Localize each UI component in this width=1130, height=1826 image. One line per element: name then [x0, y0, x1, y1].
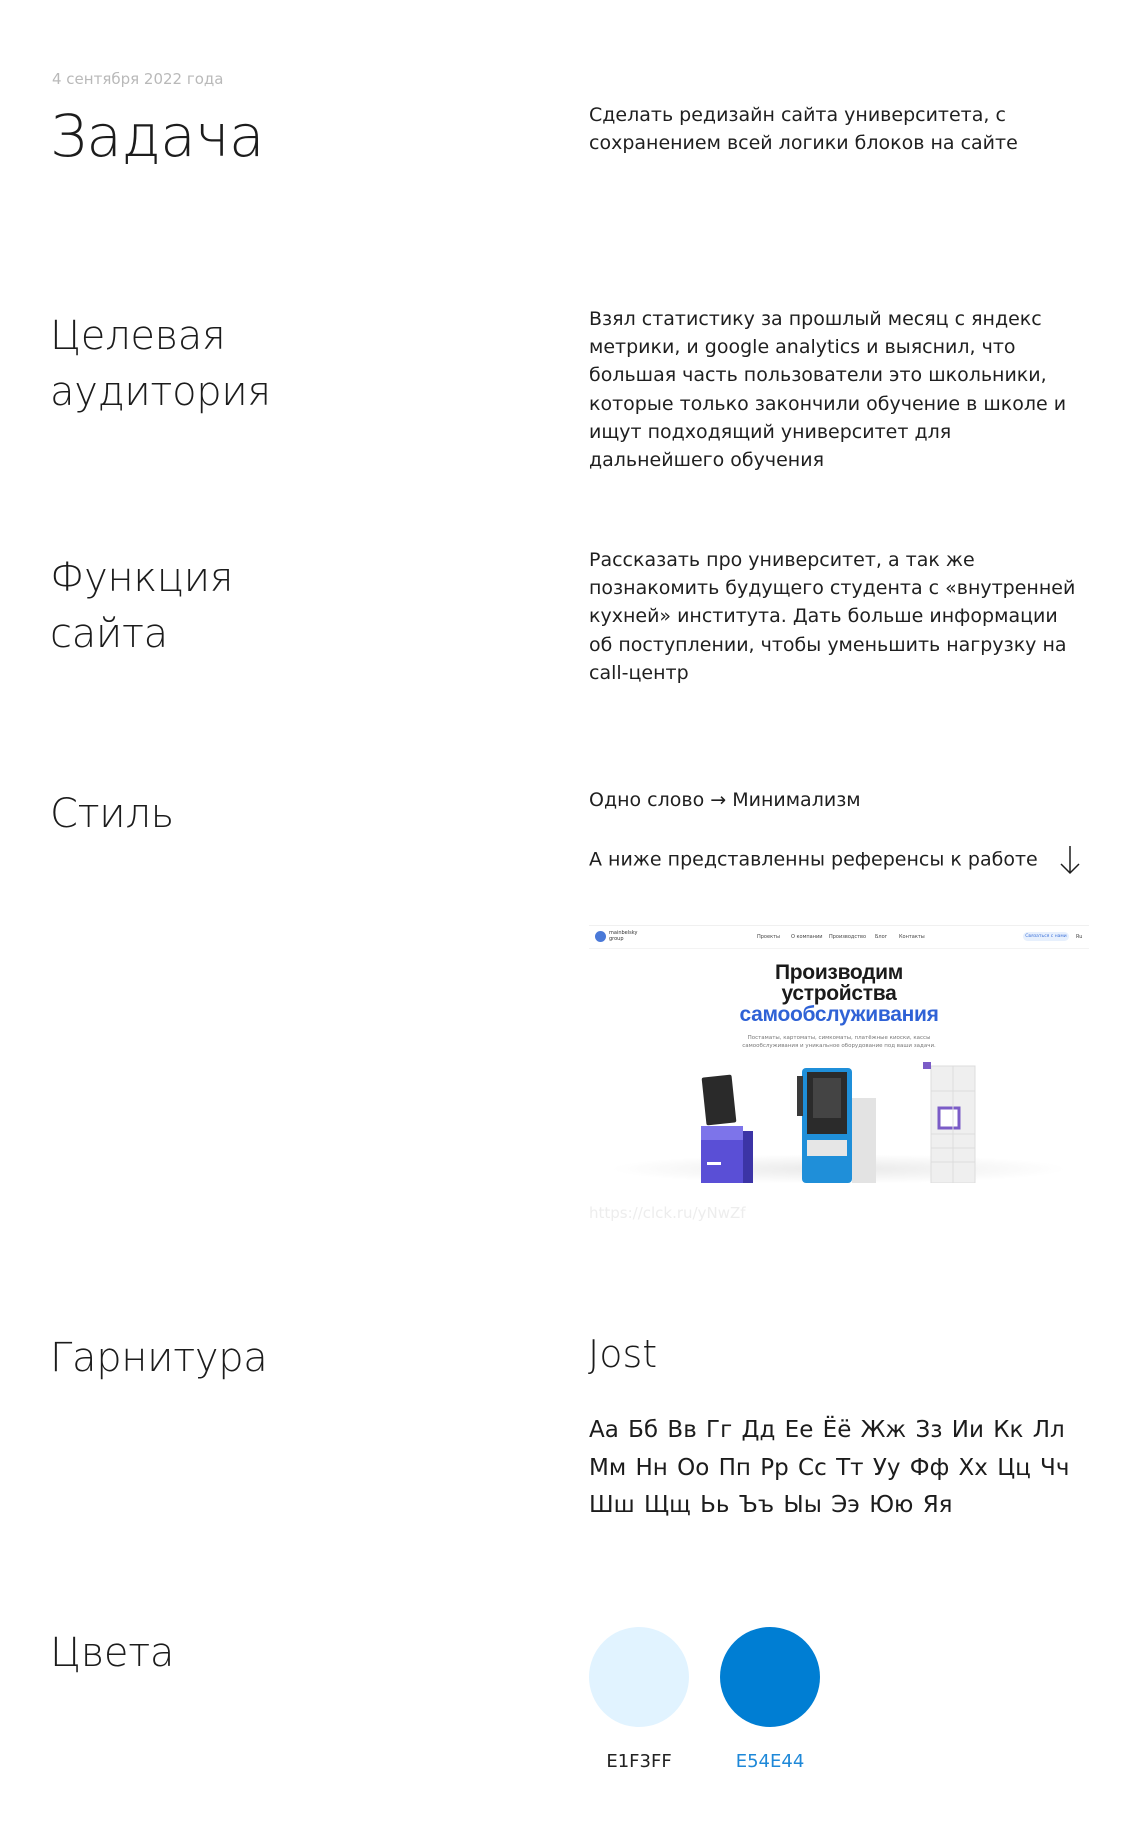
- reference-menu-item: Контакты: [899, 934, 925, 940]
- reference-kiosks-illustration: [589, 926, 1089, 1183]
- function-title-line1: Функция: [50, 555, 234, 601]
- typeface-alphabet: Аа Бб Вв Гг Дд Ее Ёё Жж Зз Ии Кк Лл Мм Нн Оо Пп Рр Сс Тт Уу Фф Хх Цц Чч Шш Щщ Ьь Ъъ Ыы Ээ Юю Яя: [589, 1417, 1070, 1518]
- reference-menu-item: Блог: [875, 934, 888, 940]
- reference-cta-button: Связаться с нами: [1023, 932, 1069, 941]
- reference-lang: Ru: [1076, 934, 1083, 940]
- audience-title-line1: Целевая: [50, 313, 226, 359]
- date: 4 сентября 2022 года: [52, 70, 224, 88]
- typeface-font-name: Jost: [588, 1332, 658, 1376]
- reference-title-line2: устройства: [781, 982, 897, 1005]
- reference-menu-item: О компании: [791, 934, 823, 940]
- reference-logo-text-2: group: [609, 936, 624, 942]
- reference-subtitle: Постаматы, картоматы, симкоматы, платёжные киоски, кассы самообслуживания и уникальное оборудование под ваши задачи.: [742, 1035, 936, 1049]
- arrow-down-icon: [1058, 844, 1082, 876]
- audience-title: [50, 308, 271, 420]
- color-swatch-light-label: E1F3FF: [606, 1751, 672, 1772]
- color-swatch-light: [589, 1627, 689, 1727]
- audience-title-line2: аудитория: [50, 369, 271, 415]
- style-title: Стиль: [50, 791, 174, 837]
- audience-text: Взял статистику за прошлый месяц с яндекс метрики, и google analytics и выяснил, что большая часть пользователи это школьники, которые только закончили обучение в школе и ищут подходящий университет для дальнейшего обучения: [589, 308, 1067, 472]
- colors-title: Цвета: [50, 1630, 175, 1676]
- function-title-line2: сайта: [50, 611, 168, 657]
- reference-menu-item: Производство: [829, 934, 867, 940]
- color-swatch-blue-label: E54E44: [735, 1751, 805, 1772]
- reference-url-link[interactable]: https://clck.ru/yNwZf: [589, 1204, 746, 1222]
- task-title: Задача: [50, 102, 265, 170]
- style-line2: [589, 844, 1109, 876]
- function-text: Рассказать про университет, а так же познакомить будущего студента с «внутренней кухней» института. Дать больше информации об поступлении, чтобы уменьшить нагрузку на call-центр: [589, 549, 1076, 684]
- style-line2-text: А ниже представленны референсы к работе: [589, 848, 1038, 871]
- reference-logo-text-1: mainbelsky: [609, 930, 638, 936]
- function-title: [50, 550, 233, 662]
- reference-screenshot[interactable]: [589, 925, 1089, 1183]
- reference-title-line3: самообслуживания: [739, 1003, 939, 1026]
- color-swatch-blue: [720, 1627, 820, 1727]
- task-text: Сделать редизайн сайта университета, с сохранением всей логики блоков на сайте: [589, 104, 1018, 155]
- style-line1: Одно слово → Минимализм: [589, 789, 861, 811]
- reference-menu-item: Проекты: [757, 934, 780, 940]
- typeface-title: Гарнитура: [50, 1335, 268, 1381]
- reference-title-line1: Производим: [774, 961, 904, 984]
